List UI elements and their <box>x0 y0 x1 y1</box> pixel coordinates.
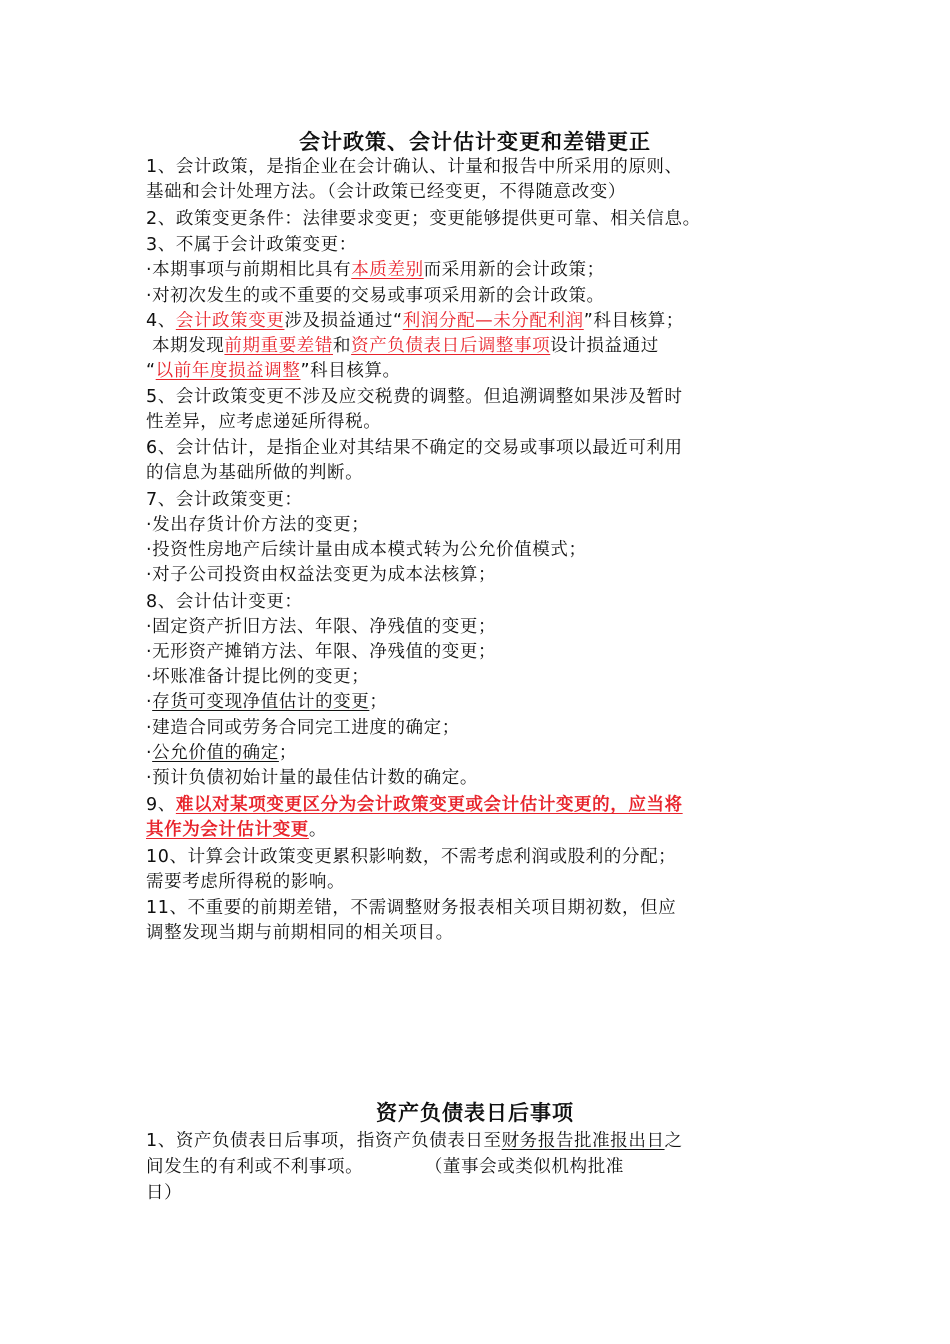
highlight-text: 资产负债表日后调整事项 <box>351 336 551 356</box>
bullet-line: ·本期事项与前期相比具有本质差别而采用新的会计政策； <box>146 260 605 280</box>
paragraph-line: 1、资产负债表日后事项，指资产负债表日至财务报告批准报出日之 <box>146 1131 683 1151</box>
bullet-line: ·无形资产摊销方法、年限、净残值的变更； <box>146 642 497 662</box>
paragraph-line: 1、会计政策，是指企业在会计确认、计量和报告中所采用的原则、 <box>146 157 683 177</box>
paragraph-line: 7、会计政策变更： <box>146 490 303 510</box>
paragraph-line: 需要考虑所得税的影响。 <box>146 872 346 892</box>
bullet-line: ·坏账准备计提比例的变更； <box>146 667 370 687</box>
paragraph-line: 9、难以对某项变更区分为会计政策变更或会计估计变更的，应当将 <box>146 795 683 815</box>
paragraph-line: 11、不重要的前期差错，不需调整财务报表相关项目期初数，但应 <box>146 898 677 918</box>
underlined-text: 公允价值的确定 <box>152 743 279 763</box>
highlight-text: 以前年度损益调整 <box>155 361 301 381</box>
underlined-text: 财务报告批准报出日 <box>501 1131 665 1151</box>
highlight-text: 利润分配—未分配利润 <box>402 311 584 331</box>
paragraph-line: 调整发现当期与前期相同的相关项目。 <box>146 923 454 943</box>
section-title-post-balance-sheet-events: 资产负债表日后事项 <box>376 1101 574 1125</box>
bullet-line: ·预计负债初始计量的最佳估计数的确定。 <box>146 768 478 788</box>
paragraph-line: 的信息为基础所做的判断。 <box>146 463 364 483</box>
paragraph-line: 基础和会计处理方法。（会计政策已经变更，不得随意改变） <box>146 182 626 202</box>
highlight-text: 本质差别 <box>351 260 424 280</box>
paragraph-line: 其作为会计估计变更。 <box>146 820 328 840</box>
paragraph-line: 6、会计估计，是指企业对其结果不确定的交易或事项以最近可利用 <box>146 438 683 458</box>
paragraph-line: 间发生的有利或不利事项。 （董事会或类似机构批准 <box>146 1157 624 1177</box>
paragraph-line: “以前年度损益调整”科目核算。 <box>146 361 401 381</box>
bullet-line: ·发出存货计价方法的变更； <box>146 515 370 535</box>
bullet-line: ·对子公司投资由权益法变更为成本法核算； <box>146 565 497 585</box>
underlined-text: 存货可变现净值估计的变更 <box>152 692 370 712</box>
highlight-text: 会计政策变更 <box>175 311 285 331</box>
paragraph-line: 3、不属于会计政策变更： <box>146 235 357 255</box>
paragraph-line: 性差异，应考虑递延所得税。 <box>146 412 382 432</box>
section-title-accounting-policy: 会计政策、会计估计变更和差错更正 <box>299 130 651 154</box>
paragraph-line: 本期发现前期重要差错和资产负债表日后调整事项设计损益通过 <box>152 336 659 356</box>
paragraph-line: 4、会计政策变更涉及损益通过“利润分配—未分配利润”科目核算； <box>146 311 684 331</box>
paragraph-line: 2、政策变更条件：法律要求变更；变更能够提供更可靠、相关信息。 <box>146 209 701 229</box>
bullet-line: ·投资性房地产后续计量由成本模式转为公允价值模式； <box>146 540 587 560</box>
bullet-line: ·建造合同或劳务合同完工进度的确定； <box>146 718 460 738</box>
bullet-line: ·存货可变现净值估计的变更； <box>146 692 388 712</box>
paragraph-line: 10、计算会计政策变更累积影响数，不需考虑利润或股利的分配； <box>146 847 677 867</box>
bullet-line: ·公允价值的确定； <box>146 743 297 763</box>
highlight-text: 前期重要差错 <box>224 336 334 356</box>
paragraph-line: 8、会计估计变更： <box>146 592 303 612</box>
emphasis-text: 难以对某项变更区分为会计政策变更或会计估计变更的，应当将 <box>175 795 683 815</box>
paragraph-line: 日） <box>146 1183 183 1203</box>
paragraph-line: 5、会计政策变更不涉及应交税费的调整。但追溯调整如果涉及暂时 <box>146 387 683 407</box>
emphasis-text: 其作为会计估计变更 <box>146 820 309 840</box>
bullet-line: ·固定资产折旧方法、年限、净残值的变更； <box>146 617 497 637</box>
bullet-line: ·对初次发生的或不重要的交易或事项采用新的会计政策。 <box>146 286 605 306</box>
